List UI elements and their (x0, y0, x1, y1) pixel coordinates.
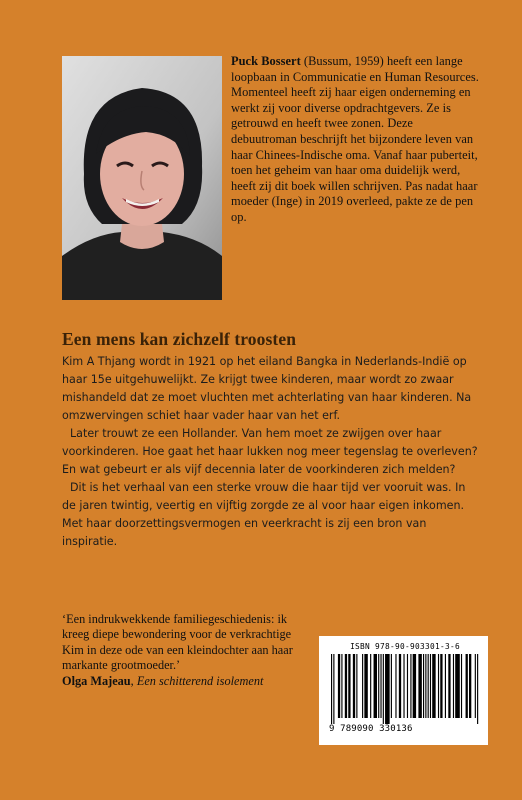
author-bio (231, 54, 481, 226)
blurb-paragraph-3: Dit is het verhaal van een sterke vrouw die haar tijd ver vooruit was. In de jaren twintig, veertig en vijftig zorgde ze al voor haar eigen inkomen. Met haar doorzettingsvermogen en veerkracht is zij een bron van inspiratie. (62, 481, 466, 548)
quote-author: Olga Majeau (62, 673, 131, 688)
barcode-panel (319, 636, 488, 745)
author-bio-text: (Bussum, 1959) heeft een lange loopbaan in Communicatie en Human Resources. Momenteel heeft zij haar eigen onderneming en werkt zij voor diverse opdrachtgevers. Ze is getrouwd en heeft twee zonen. Deze debuutroman beschrijft het bijzondere leven van haar Chinees-Indische oma. Vanaf haar puberteit, toen het geheim van haar oma duidelijk werd, heeft zij dit boek willen schrijven. Pas nadat haar moeder (Inge) in 2019 overleed, pakte ze de pen op. (231, 54, 479, 224)
blurb-paragraph-2: Later trouwt ze een Hollander. Van hem moet ze zwijgen over haar voorkinderen. Hoe gaat het haar lukken nog meer tegenslag te overleven? En wat gebeurt er als vijf decennia later de voorkinderen zich melden? (62, 427, 478, 476)
barcode-digits: 9 789090 330136 (329, 724, 413, 734)
quote-book-title: Een schitterend isolement (136, 673, 264, 688)
barcode-image (329, 654, 481, 724)
author-photo (62, 56, 222, 300)
blurb-paragraph-1: Kim A Thjang wordt in 1921 op het eiland Bangka in Nederlands-Indië op haar 15e uitgehuwelijkt. Ze krijgt twee kinderen, maar wordt zo zwaar mishandeld dat ze moet vluchten met achterlating van haar kinderen. Na omzwervingen schiet haar vader haar van het erf. (62, 355, 472, 422)
quote-text: ‘Een indrukwekkende familiegeschiedenis: ik kreeg diepe bewondering voor de verkrachtige Kim in deze ode van een kleindochter aan haar markante grootmoeder.’ (62, 612, 293, 673)
blurb-heading: Een mens kan zichzelf troosten (62, 329, 297, 349)
author-name: Puck Bossert (231, 54, 301, 68)
review-quote: ‘Een indrukwekkende familiegeschiedenis: ik kreeg diepe bewondering voor de verkrachtige Kim in deze ode van een kleindochter aan haar markante grootmoeder.’ Olga Majeau, Een schitterend isolement (62, 612, 293, 688)
isbn-label: ISBN 978-90-903301-3-6 (350, 642, 460, 651)
blurb-body (62, 353, 480, 551)
